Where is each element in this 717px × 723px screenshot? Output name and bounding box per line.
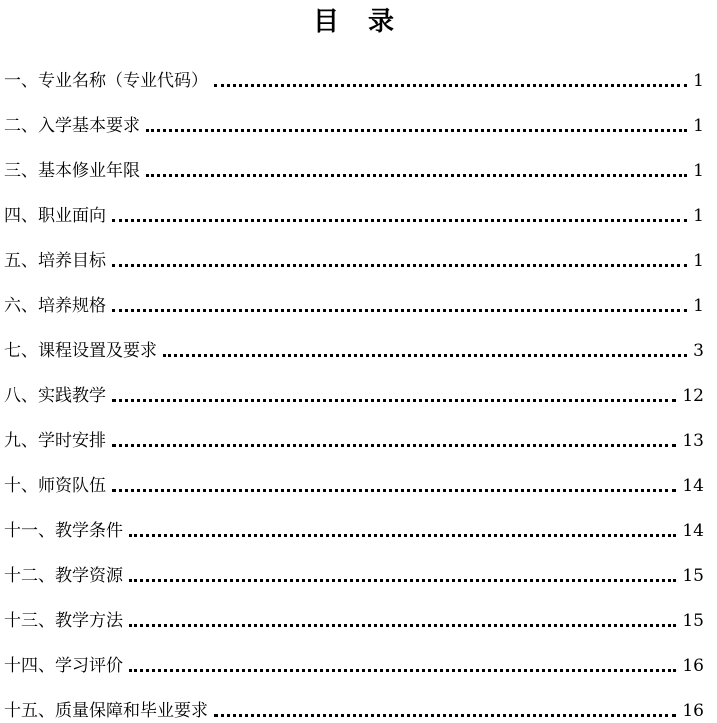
toc-entry-label: 十、师资队伍 xyxy=(4,476,106,496)
toc-entry-label: 三、基本修业年限 xyxy=(4,161,140,181)
toc-entry-label: 十一、教学条件 xyxy=(4,521,123,541)
dot-leader xyxy=(129,669,676,672)
toc-entry-page: 1 xyxy=(693,251,704,271)
toc-entry[interactable] xyxy=(4,498,704,543)
toc-entry[interactable] xyxy=(4,138,704,183)
toc-entry-label: 五、培养目标 xyxy=(4,251,106,271)
toc-entry[interactable] xyxy=(4,678,704,723)
toc-entry-page: 1 xyxy=(693,206,704,226)
dot-leader xyxy=(129,579,676,582)
dot-leader xyxy=(112,489,676,492)
dot-leader xyxy=(129,624,676,627)
toc-entry[interactable] xyxy=(4,318,704,363)
toc-entry[interactable] xyxy=(4,183,704,228)
toc-entry-page: 15 xyxy=(682,611,704,631)
table-of-contents xyxy=(4,48,704,723)
toc-entry[interactable] xyxy=(4,543,704,588)
toc-entry-label: 九、学时安排 xyxy=(4,431,106,451)
toc-entry[interactable] xyxy=(4,633,704,678)
toc-entry-page: 1 xyxy=(693,161,704,181)
toc-entry-page: 14 xyxy=(682,476,704,496)
dot-leader xyxy=(163,354,687,357)
dot-leader xyxy=(112,309,687,312)
toc-entry-label: 十四、学习评价 xyxy=(4,656,123,676)
dot-leader xyxy=(146,129,687,132)
toc-entry[interactable] xyxy=(4,48,704,93)
toc-entry-label: 二、入学基本要求 xyxy=(4,116,140,136)
toc-entry-page: 1 xyxy=(693,116,704,136)
dot-leader xyxy=(146,174,687,177)
dot-leader xyxy=(214,84,687,87)
toc-entry[interactable] xyxy=(4,363,704,408)
toc-entry[interactable] xyxy=(4,453,704,498)
toc-entry-page: 1 xyxy=(693,296,704,316)
toc-entry-page: 12 xyxy=(682,386,704,406)
toc-entry-label: 四、职业面向 xyxy=(4,206,106,226)
toc-entry-label: 七、课程设置及要求 xyxy=(4,341,157,361)
toc-title: 目 录 xyxy=(312,7,405,37)
toc-entry-page: 14 xyxy=(682,521,704,541)
toc-entry[interactable] xyxy=(4,588,704,633)
toc-entry-page: 3 xyxy=(693,341,704,361)
toc-entry[interactable] xyxy=(4,228,704,273)
toc-entry-label: 一、专业名称（专业代码） xyxy=(4,71,208,91)
dot-leader xyxy=(112,264,687,267)
toc-entry-page: 13 xyxy=(682,431,704,451)
toc-entry-page: 15 xyxy=(682,566,704,586)
toc-entry-page: 16 xyxy=(682,656,704,676)
toc-entry-label: 八、实践教学 xyxy=(4,386,106,406)
toc-entry-page: 1 xyxy=(693,71,704,91)
toc-entry[interactable] xyxy=(4,273,704,318)
toc-entry-label: 十二、教学资源 xyxy=(4,566,123,586)
dot-leader xyxy=(112,444,676,447)
dot-leader xyxy=(112,219,687,222)
toc-entry-label: 十五、质量保障和毕业要求 xyxy=(4,701,208,721)
toc-entry[interactable] xyxy=(4,93,704,138)
toc-entry-label: 六、培养规格 xyxy=(4,296,106,316)
dot-leader xyxy=(129,534,676,537)
dot-leader xyxy=(112,399,676,402)
toc-entry-label: 十三、教学方法 xyxy=(4,611,123,631)
toc-entry[interactable] xyxy=(4,408,704,453)
toc-entry-page: 16 xyxy=(682,701,704,721)
